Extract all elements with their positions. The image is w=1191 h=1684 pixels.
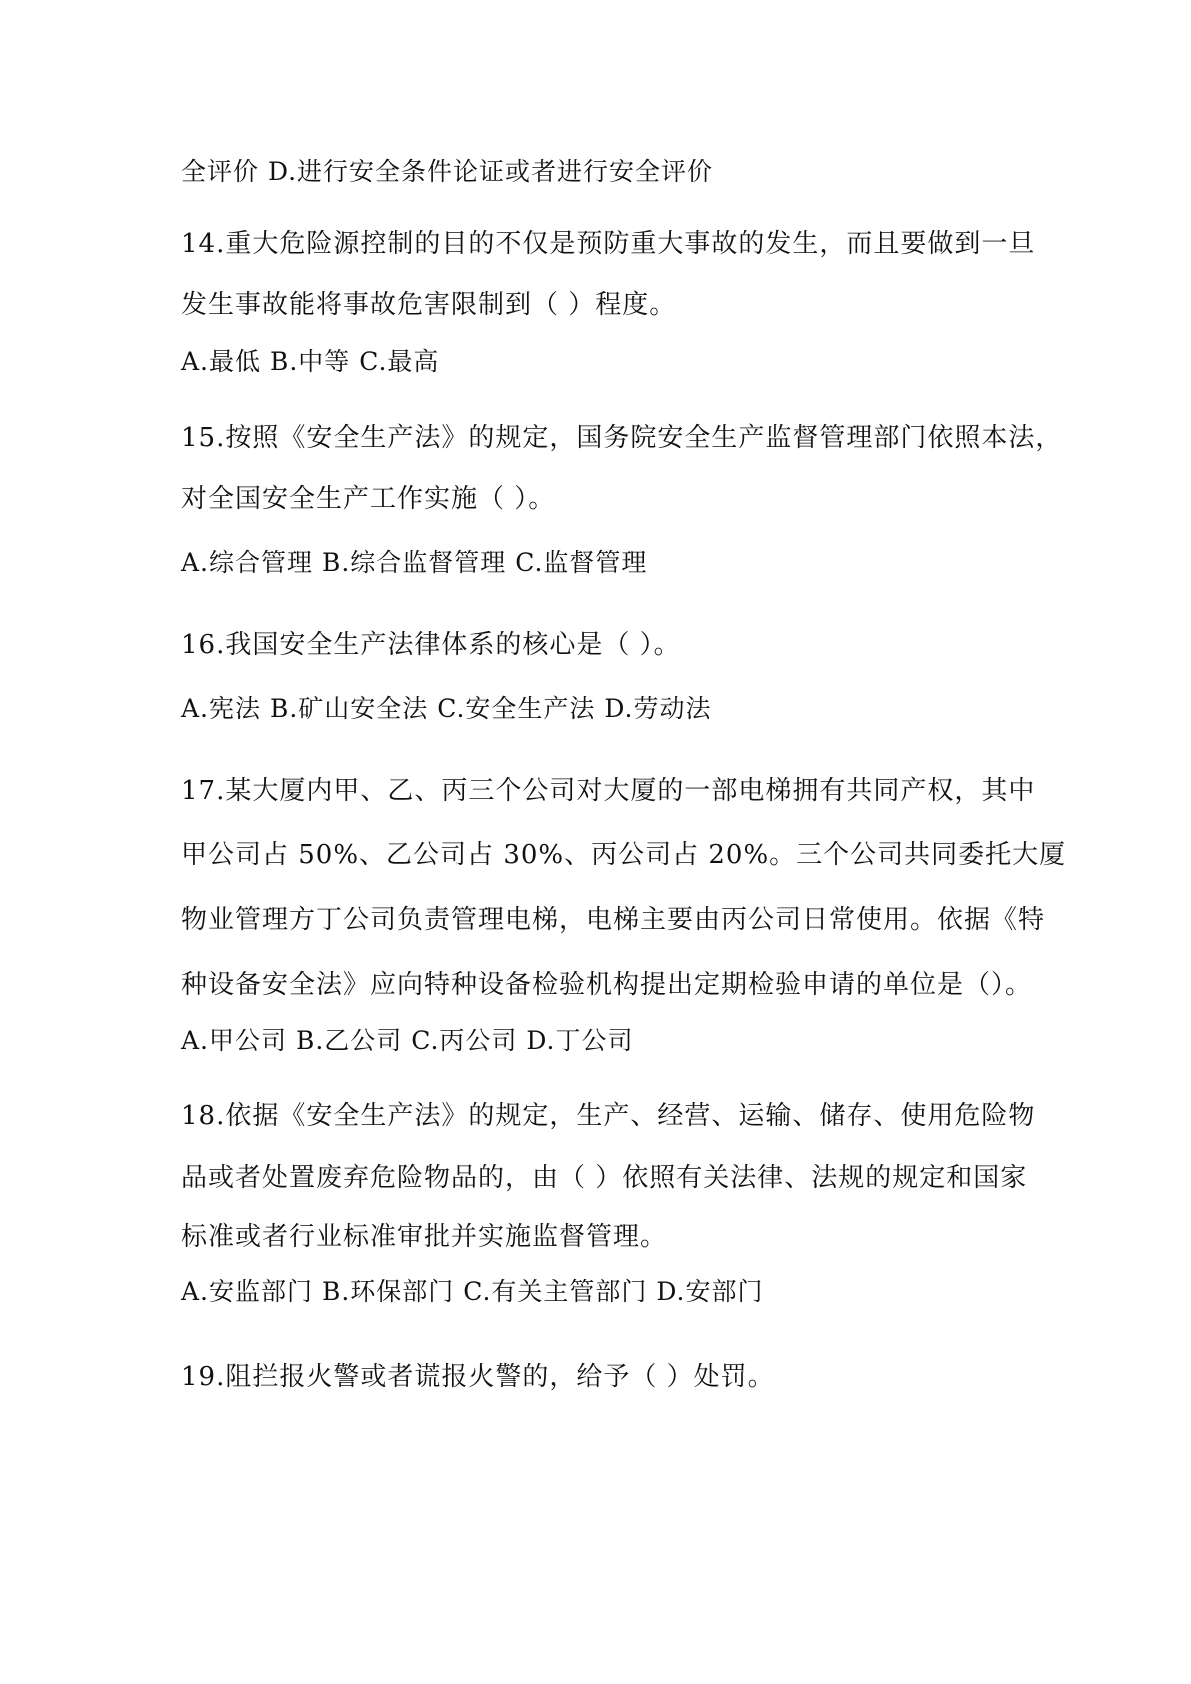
q15-text-line-1: 15.按照《安全生产法》的规定，国务院安全生产监督管理部门依照本法， [181, 423, 1063, 453]
q17-text-line-2: 甲公司占 50%、乙公司占 30%、丙公司占 20%。三个公司共同委托大厦 [181, 840, 1067, 870]
q17-options: A.甲公司 B.乙公司 C.丙公司 D.丁公司 [181, 1026, 634, 1055]
q14-options: A.最低 B.中等 C.最高 [181, 347, 440, 376]
q17-text-line-1: 17.某大厦内甲、乙、丙三个公司对大厦的一部电梯拥有共同产权，其中 [181, 776, 1036, 806]
q19-text: 19.阻拦报火警或者谎报火警的，给予（ ）处罚。 [181, 1362, 775, 1392]
q15-options: A.综合管理 B.综合监督管理 C.监督管理 [181, 548, 648, 577]
q18-text-line-3: 标准或者行业标准审批并实施监督管理。 [181, 1222, 668, 1252]
q16-options: A.宪法 B.矿山安全法 C.安全生产法 D.劳动法 [181, 694, 712, 723]
q14-text-line-1: 14.重大危险源控制的目的不仅是预防重大事故的发生，而且要做到一旦 [181, 229, 1036, 259]
q14-text-line-2: 发生事故能将事故危害限制到（ ）程度。 [181, 290, 677, 320]
q13-options-continued: 全评价 D.进行安全条件论证或者进行安全评价 [181, 157, 714, 186]
q18-options: A.安监部门 B.环保部门 C.有关主管部门 D.安部门 [181, 1277, 764, 1306]
q16-text: 16.我国安全生产法律体系的核心是（ ）。 [181, 630, 681, 660]
q18-text-line-2: 品或者处置废弃危险物品的，由（ ）依照有关法律、法规的规定和国家 [181, 1163, 1028, 1193]
q15-text-line-2: 对全国安全生产工作实施（ ）。 [181, 484, 556, 514]
q17-text-line-3: 物业管理方丁公司负责管理电梯，电梯主要由丙公司日常使用。依据《特 [181, 905, 1046, 935]
q17-text-line-4: 种设备安全法》应向特种设备检验机构提出定期检验申请的单位是（）。 [181, 970, 1033, 1000]
q18-text-line-1: 18.依据《安全生产法》的规定，生产、经营、运输、储存、使用危险物 [181, 1101, 1036, 1131]
